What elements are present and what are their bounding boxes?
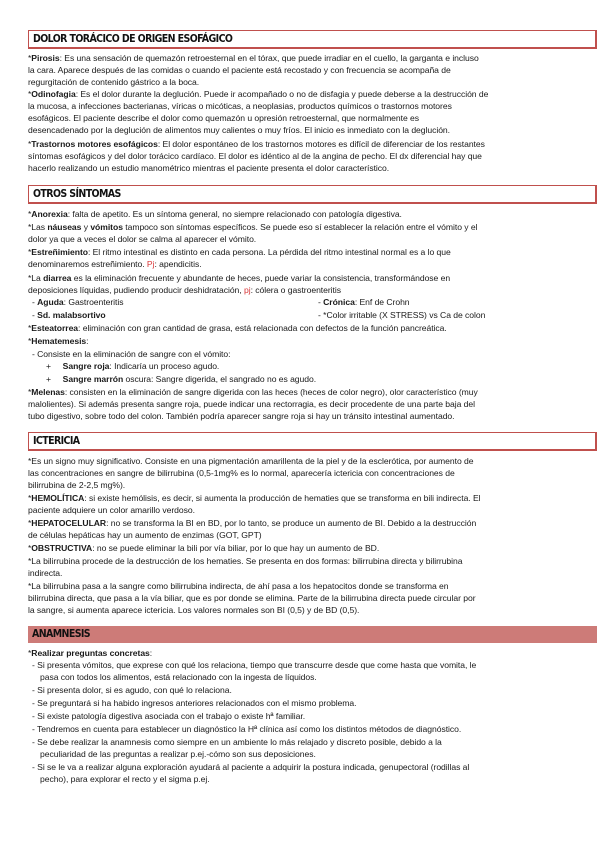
text: : no se puede eliminar la bili por vía biliar, por lo que hay un aumento de BD.: [92, 543, 380, 553]
section-title: ICTERICIA: [33, 435, 80, 447]
melenas-line-1: *Melenas: consisten en la eliminación de sangre digerida con las heces (heces de color negro), olor característico (muy: [28, 387, 478, 397]
hemolitica-line-1: *HEMOLÍTICA: si existe hemólisis, es decir, si aumenta la producción de hematies que se transforma en bili indirecta. El: [28, 493, 481, 503]
hematemesis-line: *Hematemesis:: [28, 336, 89, 346]
term-realizar-preguntas: Realizar preguntas concretas: [31, 648, 150, 658]
text: : Es una sensación de quemazón retroesternal en el tórax, que puede irradiar en el cuello, la garganta e incluso: [59, 53, 479, 63]
text: dolor ya que a veces el dolor se calma al aparecer el vómito.: [28, 234, 257, 244]
odinofagia-line-4: [28, 125, 598, 137]
odinofagia-line-3: [28, 113, 598, 125]
text: pasa con todos los alimentos, está relacionado con la ingesta de líquidos.: [40, 672, 317, 682]
text: - Si se le va a realizar alguna exploración ayudará al paciente a adquirir la postura indicada, genupectoral (rodillas al: [32, 762, 470, 772]
term-hematemesis: Hematemesis: [31, 336, 87, 346]
paso-line-1: [28, 581, 598, 593]
cronica-line: - Crónica: Enf de Crohn: [318, 297, 410, 307]
section-title: ANAMNESIS: [32, 628, 91, 640]
sd-malabsortivo-line: - Sd. malabsortivo: [32, 310, 106, 320]
text: la cara. Aparece después de las comidas o cuando el paciente está recostado y con frecuencia se acompaña de: [28, 65, 451, 75]
text: indirecta.: [28, 568, 63, 578]
odinofagia-line-1: *Odinofagia: Es el dolor durante la deglución. Puede ir acompañado o no de disfagia y puede deberse a la destrucción de: [28, 89, 489, 99]
term-sd-malabsortivo: Sd. malabsortivo: [37, 310, 106, 320]
anamnesis-item: [40, 749, 600, 761]
text: :: [86, 336, 89, 346]
text: : Indicaría un proceso agudo.: [109, 361, 220, 371]
text: - Se preguntará si ha habido ingresos anteriores relacionados con el mismo problema.: [32, 698, 357, 708]
anamnesis-item: [32, 660, 600, 672]
text: : consisten en la eliminación de sangre digerida con las heces (heces de color negro), olor característico (muy: [64, 387, 478, 397]
text: síntomas esofágicos y del dolor torácico cardíaco. El dolor es idéntico al de la angina de pecho. El dx diferencial hay que: [28, 151, 482, 161]
colon-irritable-line: - *Color irritable (X STRESS) vs Ca de colon: [318, 310, 486, 320]
anamnesis-item: [40, 774, 600, 786]
anamnesis-item: [32, 737, 600, 749]
hematemesis-sub: [32, 349, 600, 361]
text: esofágicos. El paciente describe el dolor como quemazón u opresión retroesternal, que normalmente es: [28, 113, 420, 123]
text: : Gastroenteritis: [63, 297, 124, 307]
aguda-line: - Aguda: Gastroenteritis: [32, 297, 124, 307]
text: : no se transforma la BI en BD, por lo tanto, se produce un aumento de BI. Debido a la destrucción: [106, 518, 477, 528]
ictericia-line-1: [28, 456, 598, 468]
text: tampoco son síntomas específicos. Se puede eso sí establecer la relación entre el vómito y el: [122, 222, 478, 232]
text: - Consiste en la eliminación de sangre con el vómito:: [32, 349, 231, 359]
diarrea-line-1: *La diarrea es la eliminación frecuente y abundante de heces, puede variar la consistencia, transformándose en: [28, 273, 451, 283]
anamnesis-item: [32, 724, 600, 736]
term-nauseas: náuseas: [47, 222, 82, 232]
term-odinofagia: Odinofagia: [31, 89, 76, 99]
term-estrenimiento: Estreñimiento: [31, 247, 88, 257]
anamnesis-item: [32, 698, 600, 710]
pirosis-line-3: [28, 77, 598, 89]
text: la mucosa, a infecciones bacterianas, víricas o micóticas, a neoplasias, productos químicos o trastornos motores: [28, 101, 452, 111]
text: - Tendremos en cuenta para establecer un diagnóstico la Hª clínica así como los distintos métodos de diagnóstico.: [32, 724, 462, 734]
text: y: [81, 222, 91, 232]
text: paciente adquiere un color amarillo verdoso.: [28, 505, 195, 515]
section-header-dolor-toracico: [28, 30, 597, 49]
text: tubo digestivo, sobre todo del colon. También podría aparecer sangre roja si hay un tránsito intestinal aumentado.: [28, 411, 455, 421]
text: : Es el dolor durante la deglución. Puede ir acompañado o no de disfagia y puede deberse a la destrucción de: [75, 89, 489, 99]
anamnesis-item: [32, 711, 600, 723]
text: *Color irritable (X STRESS) vs Ca de colon: [323, 310, 486, 320]
odinofagia-line-2: [28, 101, 598, 113]
tme-line-1: *Trastornos motores esofágicos: El dolor espontáneo de los trastornos motores es difícil de diferenciar de los restantes: [28, 139, 485, 149]
nauseas-line-1: *Las náuseas y vómitos tampoco son síntomas específicos. Se puede eso sí establecer la relación entre el vómito y el: [28, 222, 478, 232]
bilirrubina-line-2: [28, 568, 598, 580]
text: : El dolor espontáneo de los trastornos motores es difícil de diferenciar de los restantes: [157, 139, 485, 149]
text: las concentraciones en sangre de bilirrubina (0,5-1mg% es lo normal, aparecería ictericia con concentraciones de: [28, 468, 455, 478]
term-trastornos-motores: Trastornos motores esofágicos: [31, 139, 158, 149]
sangre-roja-line: + Sangre roja: Indicaría un proceso agudo.: [46, 361, 220, 371]
section-header-otros-sintomas: [28, 185, 597, 204]
text: es la eliminación frecuente y abundante de heces, puede variar la consistencia, transformándose en: [71, 273, 451, 283]
section-header-ictericia: [28, 432, 597, 451]
text: : El ritmo intestinal es distinto en cada persona. La pérdida del ritmo intestinal normal es a lo que: [87, 247, 451, 257]
term-sangre-marron: Sangre marrón: [62, 374, 124, 384]
text: : Enf de Crohn: [354, 297, 410, 307]
text: la sangre, si aumenta aparece ictericia. Los valores normales son BI (0,5) y de BD (0,5).: [28, 605, 360, 615]
term-aguda: Aguda: [37, 297, 64, 307]
melenas-line-2: [28, 399, 598, 411]
anorexia-line: *Anorexia: falta de apetito. Es un síntoma general, no siempre relacionado con patología digestiva.: [28, 209, 402, 219]
tme-line-2: [28, 151, 598, 163]
hepatocelular-line-2: [28, 530, 598, 542]
text: desencadenado por la deglución de alimentos muy calientes o muy fríos. El inicio es inmediato con la deglución.: [28, 125, 451, 135]
term-anorexia: Anorexia: [31, 209, 68, 219]
text: : apendicitis.: [154, 259, 202, 269]
pj-abbrev: Pj: [146, 259, 155, 269]
text: : cólera o gastroenteritis: [250, 285, 341, 295]
term-pirosis: Pirosis: [31, 53, 60, 63]
estrenimiento-line-2: [28, 259, 598, 271]
hepatocelular-line-1: *HEPATOCELULAR: no se transforma la BI en BD, por lo tanto, se produce un aumento de BI. Debido a la destrucción: [28, 518, 477, 528]
pirosis-line-2: [28, 65, 598, 77]
sangre-marron-line: + Sangre marrón oscura: Sangre digerida, el sangrado no es agudo.: [46, 374, 317, 384]
text: hacerlo realizando un estudio manométrico mientras el paciente presenta el dolor característico.: [28, 163, 390, 173]
paso-line-3: [28, 605, 598, 617]
text: denominaremos estreñimiento.: [28, 259, 147, 269]
section-title: DOLOR TORÁCICO DE ORIGEN ESOFÁGICO: [33, 33, 233, 45]
text: *La bilirrubina procede de la destrucción de los hematies. Se presenta en dos formas: bilirrubina directa y bilirrubina: [28, 556, 463, 566]
ictericia-line-2: [28, 468, 598, 480]
text: bilirrubina de 2-2,5 mg%).: [28, 480, 126, 490]
text: : falta de apetito. Es un síntoma general, no siempre relacionado con patología digestiva.: [67, 209, 402, 219]
text: :: [149, 648, 153, 658]
pj-abbrev: pj: [243, 285, 251, 295]
term-obstructiva: OBSTRUCTIVA: [31, 543, 93, 553]
obstructiva-line: *OBSTRUCTIVA: no se puede eliminar la bili por vía biliar, por lo que hay un aumento de BD.: [28, 543, 380, 553]
text: *La bilirrubina pasa a la sangre como bilirrubina indirecta, de ahí pasa a los hepatocitos donde se transforma en: [28, 581, 449, 591]
text: regurgitación de contenido gástrico a la boca.: [28, 77, 200, 87]
anamnesis-item: [32, 685, 600, 697]
anamnesis-item: [40, 672, 600, 684]
text: peculiaridad de las preguntas a realizar p.ej.-cómo son sus deposiciones.: [40, 749, 316, 759]
text: de células hepáticas hay un aumento de enzimas (GOT, GPT): [28, 530, 262, 540]
text: : eliminación con gran cantidad de grasa, está relacionada con defectos de la función pancreática.: [78, 323, 447, 333]
term-hepatocelular: HEPATOCELULAR: [31, 518, 107, 528]
anamnesis-subtitle: *Realizar preguntas concretas:: [28, 648, 153, 658]
hemolitica-line-2: [28, 505, 598, 517]
text: Las: [31, 222, 48, 232]
text: La: [31, 273, 44, 283]
paso-line-2: [28, 593, 598, 605]
term-melenas: Melenas: [31, 387, 65, 397]
bilirrubina-line-1: [28, 556, 598, 568]
text: - Si presenta dolor, si es agudo, con qué lo relaciona.: [32, 685, 232, 695]
term-cronica: Crónica: [323, 297, 355, 307]
text: - Si existe patología digestiva asociada con el trabajo o existe hª familiar.: [32, 711, 306, 721]
text: deposiciones líquidas, pudiendo producir deshidratación,: [28, 285, 244, 295]
nauseas-line-2: [28, 234, 598, 246]
esteatorrea-line: *Esteatorrea: eliminación con gran cantidad de grasa, está relacionada con defectos de la función pancreática.: [28, 323, 447, 333]
text: - Se debe realizar la anamnesis como siempre en un ambiente lo más relajado y discreto posible, debido a la: [32, 737, 442, 747]
term-diarrea: diarrea: [43, 273, 72, 283]
text: oscura: Sangre digerida, el sangrado no es agudo.: [123, 374, 317, 384]
text: - Si presenta vómitos, que exprese con qué los relaciona, tiempo que transcurre desde que come hasta que vomita, le: [32, 660, 477, 670]
ictericia-line-3: [28, 480, 598, 492]
melenas-line-3: [28, 411, 598, 423]
term-vomitos: vómitos: [90, 222, 123, 232]
anamnesis-item: [32, 762, 600, 774]
text: : si existe hemólisis, es decir, si aumenta la producción de hematies que se transforma en bili indirecta. El: [84, 493, 481, 503]
section-title: OTROS SÍNTOMAS: [33, 188, 121, 200]
diarrea-line-2: [28, 285, 598, 297]
estrenimiento-line-1: *Estreñimiento: El ritmo intestinal es distinto en cada persona. La pérdida del ritmo intestinal normal es a lo que: [28, 247, 451, 257]
text: bilirrubina directa, que pasa a la vía biliar, que es por donde se elimina. Parte de la bilirrubina directa puede circular por: [28, 593, 476, 603]
text: pecho), para explorar el recto y el sigma p.ej.: [40, 774, 210, 784]
text: *Es un signo muy significativo. Consiste en una pigmentación amarillenta de la piel y de la esclerótica, por aumento de: [28, 456, 474, 466]
section-header-anamnesis: [28, 626, 597, 643]
tme-line-3: [28, 163, 598, 175]
term-hemolitica: HEMOLÍTICA: [31, 493, 85, 503]
term-sangre-roja: Sangre roja: [62, 361, 110, 371]
text: malolientes). Si además presenta sangre roja, puede indicar una rectorragia, es decir procedente de una parte baja del: [28, 399, 475, 409]
term-esteatorrea: Esteatorrea: [31, 323, 79, 333]
pirosis-line-1: *Pirosis: Es una sensación de quemazón retroesternal en el tórax, que puede irradiar en el cuello, la garganta e incluso: [28, 53, 479, 63]
